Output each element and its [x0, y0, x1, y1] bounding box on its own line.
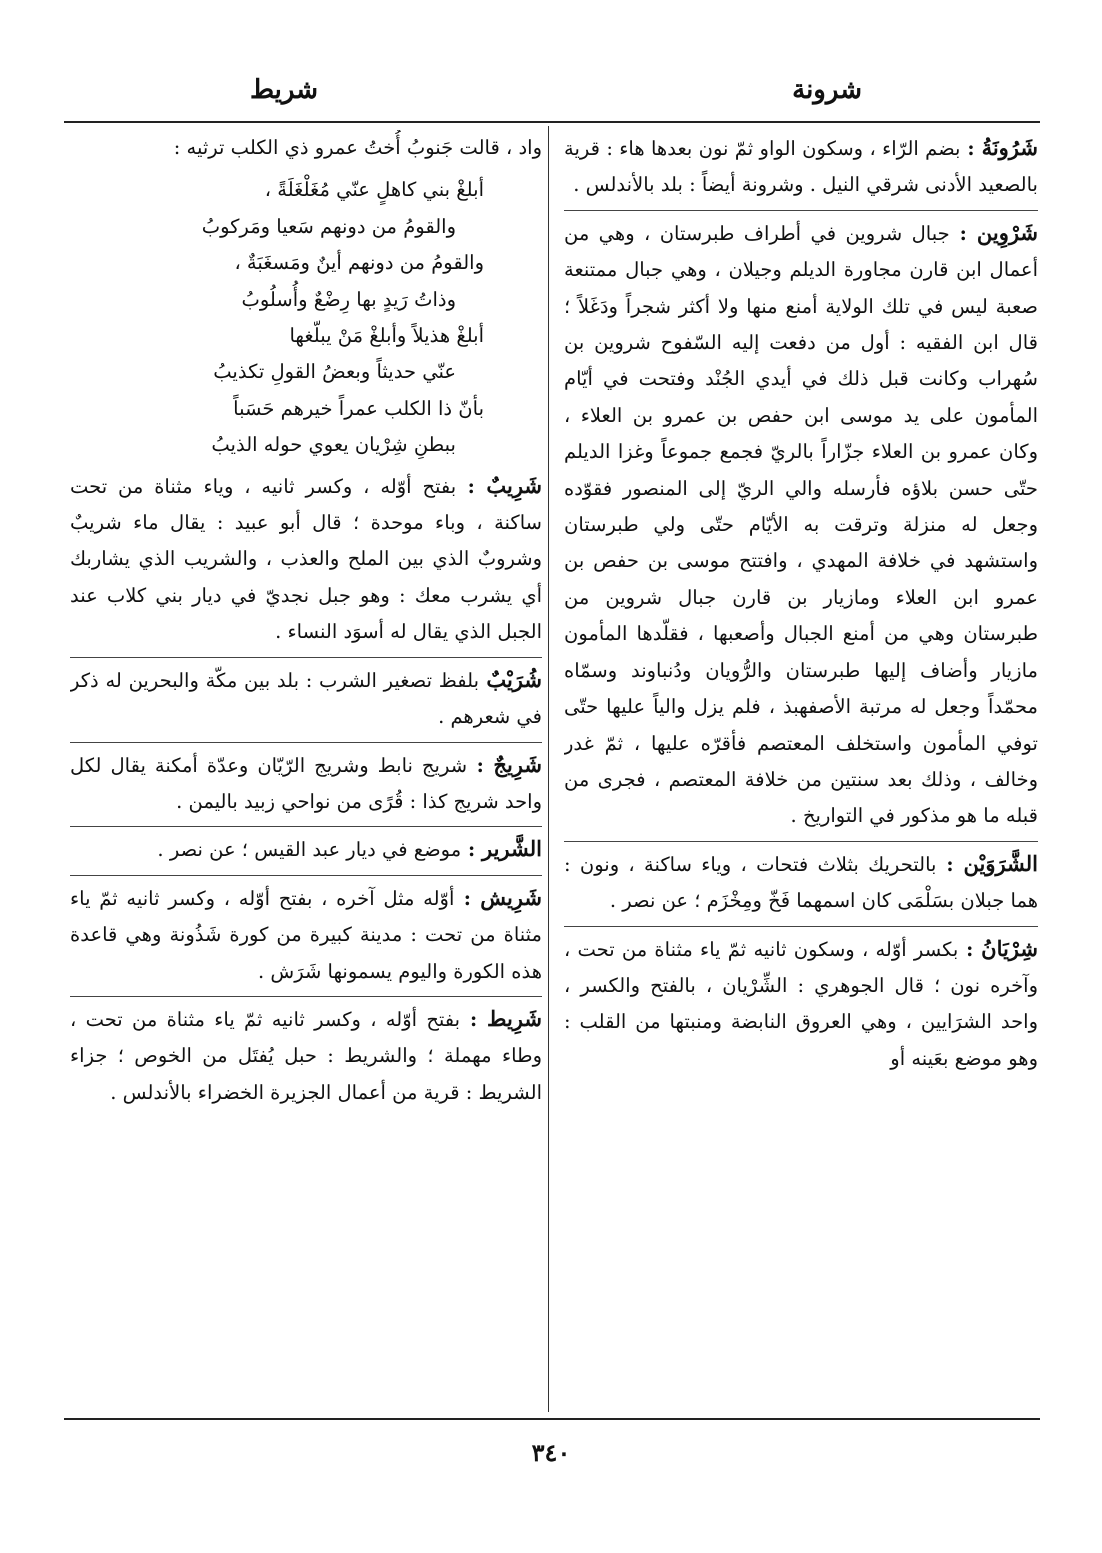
verse-hemistich: بأنّ ذا الكلب عمراً خيرهم حَسَباً [233, 396, 484, 420]
right-column [564, 130, 1038, 1412]
entry-headword: شَرِيش [480, 884, 542, 910]
entry-headword: شُرَيْبٌ [486, 666, 542, 692]
entry-alsharawayn: الشَّرَوَيْن : بالتحريك بثلاث فتحات ، وياء ساكنة ، ونون : هما جبلان بسَلْمَى كان اسمهما فَخّ ومِخْزَم ؛ عن نصر . [564, 841, 1038, 920]
entry-text: بفتح أوّله ، وكسر ثانيه ثمّ ياء مثناة من تحت ، وطاء مهملة ؛ والشريط : حبل يُفتَل من الخوص ؛ جزاء الشريط : قرية من أعمال الجزيرة الخضراء بالأندلس . [70, 1007, 542, 1104]
verse-hemistich: أبلغْ بني كاهلٍ عنّي مُغَلْغَلَةً ، [264, 178, 484, 202]
entry-headword: الشَّرَوَيْن [963, 850, 1038, 876]
entry-sharib: شَرِيبٌ : بفتح أوّله ، وكسر ثانيه ، وياء مثناة من تحت ساكنة ، وباء موحدة ؛ قال أبو عبيد : يقال ماء شريبٌ وشروبٌ الذي بين الملح والعذب ، والشريب الذي يشاربك أي يشرب معك : وهو جبل نجديّ في ديار بني كلاب عند الجبل الذي يقال له أسوَد النساء . [70, 472, 542, 644]
entry-text: بلفظ تصغير الشرب : بلد بين مكّة والبحرين له ذكر في شعرهم . [70, 668, 542, 729]
entry-headword: شَرِيجٌ [493, 751, 542, 777]
entry-text: بضم الرّاء ، وسكون الواو ثمّ نون بعدها هاء : قرية بالصعيد الأدنى شرقي النيل . وشرونة أيضاً : بلد بالأندلس . [564, 137, 1038, 197]
bottom-rule [64, 1418, 1040, 1420]
entry-headword: شِرْيَانُ [981, 935, 1038, 961]
entry-sharish: شَرِيش : أوّله مثل آخره ، بفتح أوّله ، وكسر ثانيه ثمّ ياء مثناة من تحت : مدينة كبيرة من كورة شَذُونة وهي قاعدة هذه الكورة واليوم يسمونها شَرَش . [70, 875, 542, 990]
entry-sharit: شَرِيط : بفتح أوّله ، وكسر ثانيه ثمّ ياء مثناة من تحت ، وطاء مهملة ؛ والشريط : حبل يُفتَل من الخوص ؛ جزاء الشريط : قرية من أعمال الجزيرة الخضراء بالأندلس . [70, 996, 542, 1111]
entry-text: شريج نابط وشريج الرّيّان وعدّة أمكنة يقال لكل واحد شريج كذا : قُرًى من نواحي زبيد باليمن . [70, 753, 542, 813]
verse-hemistich: عنّي حديثاً وبعضُ القولِ تكذيبُ [213, 360, 456, 384]
verse-hemistich: والقومُ من دونهم أينٌ ومَسغَبَةٌ ، [234, 251, 484, 275]
entry-text: أوّله مثل آخره ، بفتح أوّله ، وكسر ثانيه ثمّ ياء مثناة من تحت : مدينة كبيرة من كورة شَذُونة وهي قاعدة هذه الكورة واليوم يسمونها شَرَش . [70, 886, 542, 983]
running-head-right: شرونة [792, 75, 862, 105]
entry-text: جبال شروين في أطراف طبرستان ، وهي من أعمال ابن قارن مجاورة الديلم وجيلان ، وهي جبال ممتنعة صعبة ليس في تلك الولاية أمنع منها ولا أكثر شجراً ودَغَلاً ؛ قال ابن الفقيه : أول من دفعت إليه السّفوح شروين بن سُهراب وكانت قبل ذلك في أيدي الجُنْد وفتحت في أيّام المأمون على يد موسى ابن حفص بن عمرو بن العلاء ، وكان عمرو بن العلاء جزّاراً بالريّ فجمع جموعاً وغزا الديلم حتّى حسن بلاؤه فأرسله والي الريّ إلى المنصور فقوّده وجعل له منزلة وترقت به الأيّام حتّى ولي طبرستان واستشهد في خلافة المهدي ، وافتتح موسى بن حفص بن عمرو ابن العلاء ومازيار بن قارن جبال شروين من طبرستان وهي من أمنع الجبال وأصعبها ، فقلّدها المأمون مازيار وأضاف إليها طبرستان والرُّويان ودُنباوند وسمّاه محمّداً وجعل له مرتبة الأصفهبذ ، فلم يزل والياً عليها حتّى توفي المأمون واستخلف المعتصم فأقرّه عليها ، ثمّ غدر وخالف ، وذلك بعد سنتين من خلافة المعتصم ، فجرى من قبله ما هو مذكور في التواريخ . [564, 221, 1038, 828]
page-number: ٣٤٠ [531, 1438, 571, 1467]
entry-continuation [70, 130, 542, 166]
poem [70, 172, 542, 463]
entry-headword: شَرِيبٌ [486, 472, 542, 498]
entry-headword: شَرْوِين [976, 219, 1038, 245]
entry-sharwin: شَرْوِين : جبال شروين في أطراف طبرستان ، وهي من أعمال ابن قارن مجاورة الديلم وجيلان ، وهي جبال ممتنعة صعبة ليس في تلك الولاية أمنع منها ولا أكثر شجراً ودَغَلاً ؛ قال ابن الفقيه : أول من دفعت إليه السّفوح شروين بن سُهراب وكانت قبل ذلك في أيدي الجُنْد وفتحت في أيّام المأمون على يد موسى ابن حفص بن عمرو بن العلاء ، وكان عمرو بن العلاء جزّاراً بالريّ فجمع جموعاً وغزا الديلم حتّى حسن بلاؤه فأرسله والي الريّ إلى المنصور فقوّده وجعل له منزلة وترقت به الأيّام حتّى ولي طبرستان واستشهد في خلافة المهدي ، وافتتح موسى بن حفص بن عمرو ابن العلاء ومازيار بن قارن جبال شروين من طبرستان وهي من أمنع الجبال وأصعبها ، فقلّدها المأمون مازيار وأضاف إليها طبرستان والرُّويان ودُنباوند وسمّاه محمّداً وجعل له مرتبة الأصفهبذ ، فلم يزل والياً عليها حتّى توفي المأمون واستخلف المعتصم فأقرّه عليها ، ثمّ غدر وخالف ، وذلك بعد سنتين من خلافة المعتصم ، فجرى من قبله ما هو مذكور في التواريخ . [564, 210, 1038, 835]
continuation-text: واد ، قالت جَنوبُ أُختُ عمرو ذي الكلب ترثيه : [173, 136, 542, 159]
top-rule [64, 121, 1040, 123]
left-column [70, 130, 542, 1412]
entry-text: بكسر أوّله ، وسكون ثانيه ثمّ ياء مثناة من تحت ، وآخره نون ؛ قال الجوهري : الشِّرْيان ، بالفتح والكسر ، واحد الشرَايين ، وهي العروق النابضة ومنبتها من القلب : وهو موضع بعَينه أو [564, 937, 1038, 1070]
verse-hemistich: وذاتُ رَيدٍ بها رِضْعٌ وأُسلُوبُ [241, 287, 456, 311]
running-head-left: شريط [250, 75, 319, 105]
entry-text: موضع في ديار عبد القيس ؛ عن نصر . [157, 838, 462, 862]
verse-hemistich: أبلغْ هذيلاً وأبلغْ مَنْ يبلّغها [289, 324, 484, 348]
entry-alsharir: الشَّرير : موضع في ديار عبد القيس ؛ عن نصر . [70, 826, 542, 868]
entry-headword: شَرِيط [487, 1005, 542, 1031]
entry-shurayb [70, 657, 542, 736]
entry-headword: الشَّرير [482, 836, 542, 862]
entry-text: بفتح أوّله ، وكسر ثانيه ، وياء مثناة من تحت ساكنة ، وباء موحدة ؛ قال أبو عبيد : يقال ماء شريبٌ وشروبٌ الذي بين الملح والعذب ، والشريب الذي يشاربك أي يشرب معك : وهو جبل نجديّ في ديار بني كلاب عند الجبل الذي يقال له أسوَد النساء . [70, 474, 542, 644]
entry-text: بالتحريك بثلاث فتحات ، وياء ساكنة ، ونون : هما جبلان بسَلْمَى كان اسمهما فَخّ ومِخْزَم ؛ عن نصر . [564, 852, 1038, 913]
verse-hemistich: والقومُ من دونهم سَعيا ومَركوبُ [201, 214, 456, 238]
entry-sharij: شَرِيجٌ : شريج نابط وشريج الرّيّان وعدّة أمكنة يقال لكل واحد شريج كذا : قُرًى من نواحي زبيد باليمن . [70, 742, 542, 821]
verse-hemistich: ببطنِ شِرْيان يعوي حوله الذيبُ [211, 433, 456, 457]
entry-headword: شَرُونَةُ [981, 135, 1038, 160]
column-divider [548, 126, 549, 1412]
entry-sha, rauna: شَرُونَةُ : بضم الرّاء ، وسكون الواو ثمّ نون بعدها هاء : قرية بالصعيد الأدنى شرقي النيل . وشرونة أيضاً : بلد بالأندلس . [564, 135, 1038, 197]
entry-shiryan: شِرْيَانُ : بكسر أوّله ، وسكون ثانيه ثمّ ياء مثناة من تحت ، وآخره نون ؛ قال الجوهري : الشِّرْيان ، بالفتح والكسر ، واحد الشرَايين ، وهي العروق النابضة ومنبتها من القلب : وهو موضع بعَينه أو [564, 926, 1038, 1078]
